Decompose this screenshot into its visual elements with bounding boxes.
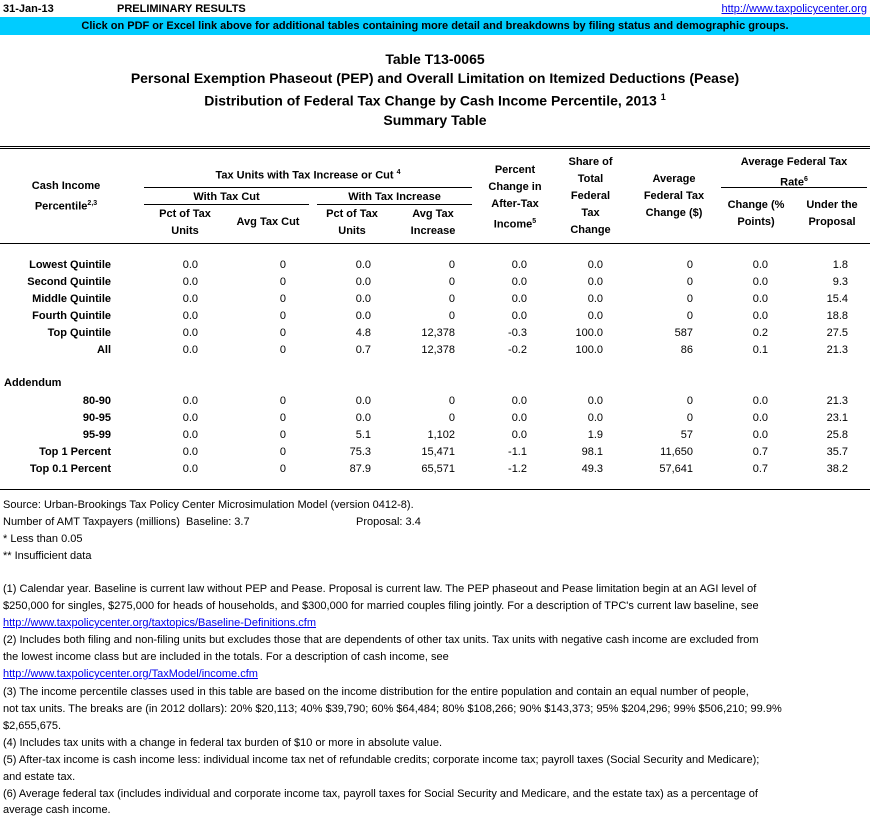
cell-value: 0 — [686, 293, 693, 305]
row-label: Second Quintile — [27, 276, 111, 288]
cell-value: 0.0 — [182, 429, 198, 441]
cell-value: 1,102 — [427, 429, 455, 441]
source-note: Source: Urban-Brookings Tax Policy Center Microsimulation Model (version 0412-8). — [3, 499, 414, 511]
cell-value: 0.0 — [587, 412, 603, 424]
amt-note: Number of AMT Taxpayers (millions) Baseline: 3.7 Proposal: 3.4 — [3, 514, 250, 531]
table-row — [0, 461, 870, 478]
cell-value: 0 — [448, 259, 455, 271]
cell-value: 5.1 — [355, 429, 371, 441]
cell-value: 0.0 — [355, 395, 371, 407]
cell-value: 86 — [680, 344, 693, 356]
header-pct-units-inc: Pct of Tax Units — [326, 208, 378, 237]
cell-value: -0.2 — [508, 344, 527, 356]
cell-value: 12,378 — [421, 327, 455, 339]
cell-value: 0 — [686, 395, 693, 407]
cell-value: 0.0 — [355, 310, 371, 322]
table-row — [0, 274, 870, 291]
cell-value: 0.0 — [355, 276, 371, 288]
top-bar — [0, 0, 870, 18]
cell-value: 15.4 — [826, 293, 848, 305]
cell-value: -1.1 — [508, 446, 527, 458]
header-tax-units-group: Tax Units with Tax Increase or Cut $^4$ — [215, 169, 401, 182]
tpc-link[interactable]: http://www.taxpolicycenter.org — [721, 3, 867, 15]
table-row — [0, 410, 870, 427]
cell-value: 0.0 — [752, 429, 768, 441]
cell-value: 0.0 — [752, 276, 768, 288]
note-5a: (5) After-tax income is cash income less: individual income tax net of refundable credits; corporate income tax; payroll taxes (Social Security and Medicare); — [3, 754, 760, 766]
cell-value: 25.8 — [826, 429, 848, 441]
cell-value: 0 — [279, 412, 286, 424]
cell-value: 87.9 — [349, 463, 371, 475]
cell-value: 35.7 — [826, 446, 848, 458]
note-2-link-row — [3, 666, 258, 683]
row-label: Lowest Quintile — [29, 259, 111, 271]
cell-value: 0.7 — [752, 463, 768, 475]
cell-value: 0.0 — [355, 259, 371, 271]
cell-value: 1.9 — [587, 429, 603, 441]
header-with-increase: With Tax Increase — [348, 191, 441, 203]
cell-value: 0.0 — [355, 412, 371, 424]
cell-value: 0.0 — [587, 259, 603, 271]
note-1-link-row — [3, 615, 316, 632]
cell-value: 0 — [279, 293, 286, 305]
header-pct-units-cut: Pct of Tax Units — [159, 208, 211, 237]
cell-value: -0.3 — [508, 327, 527, 339]
cell-value: 75.3 — [349, 446, 371, 458]
cell-value: 0 — [448, 293, 455, 305]
header-pct-change: Percent Change in After-Tax Income$^5$ — [488, 164, 542, 231]
note-2b: the lowest income class but are included in the totals. For a description of cash income, see — [3, 651, 449, 663]
cell-value: 0.7 — [355, 344, 371, 356]
cell-value: 0.0 — [587, 395, 603, 407]
header-share: Share of Total Federal Tax Change — [568, 156, 613, 236]
note-2a: (2) Includes both filing and non-filing units but excludes those that are dependents of other tax units. Tax units with negative cash income are excluded from — [3, 634, 759, 646]
cell-value: 0.0 — [511, 259, 527, 271]
table-row — [0, 325, 870, 342]
date: 31-Jan-13 — [3, 3, 54, 15]
cell-value: 587 — [674, 327, 693, 339]
cell-value: 0 — [686, 259, 693, 271]
row-label: 80-90 — [82, 395, 111, 407]
cell-value: 0.2 — [752, 327, 768, 339]
cell-value: 0.0 — [182, 412, 198, 424]
header-with-cut: With Tax Cut — [193, 191, 260, 203]
preliminary-label: PRELIMINARY RESULTS — [117, 3, 246, 15]
table-bottom-rule — [0, 489, 870, 490]
cell-value: 21.3 — [826, 395, 848, 407]
cell-value: 0.0 — [511, 429, 527, 441]
cell-value: 0.0 — [182, 344, 198, 356]
cell-value: 12,378 — [421, 344, 455, 356]
title-line-1: Personal Exemption Phaseout (PEP) and Overall Limitation on Itemized Deductions (Pease) — [130, 70, 740, 86]
cell-value: 0 — [279, 344, 286, 356]
cell-value: 0 — [686, 276, 693, 288]
cell-value: 18.8 — [826, 310, 848, 322]
cell-value: 100.0 — [575, 327, 603, 339]
row-label: Top Quintile — [47, 327, 111, 339]
row-label: 95-99 — [82, 429, 111, 441]
header-avg-cut: Avg Tax Cut — [236, 216, 300, 228]
header-top-rule — [0, 146, 870, 149]
info-banner: Click on PDF or Excel link above for additional tables containing more detail and breakdowns by filing status and demographic groups. — [0, 17, 870, 35]
cell-value: 4.8 — [355, 327, 371, 339]
table-row — [0, 444, 870, 461]
cell-value: 0 — [279, 276, 286, 288]
row-label: Fourth Quintile — [32, 310, 111, 322]
cell-value: 98.1 — [581, 446, 603, 458]
cell-value: 0.1 — [752, 344, 768, 356]
addendum-label: Addendum — [4, 377, 62, 389]
cell-value: 9.3 — [832, 276, 848, 288]
row-label: 90-95 — [82, 412, 111, 424]
cell-value: 0 — [279, 463, 286, 475]
table-row — [0, 308, 870, 325]
cell-value: 0.0 — [511, 310, 527, 322]
cell-value: 0.7 — [752, 446, 768, 458]
table-row — [0, 393, 870, 410]
table-id: Table T13-0065 — [385, 51, 485, 67]
cell-value: 100.0 — [575, 344, 603, 356]
cell-value: 0 — [279, 446, 286, 458]
cell-value: 57,641 — [659, 463, 693, 475]
table-row — [0, 427, 870, 444]
table-row — [0, 257, 870, 274]
note-1b: $250,000 for singles, $275,000 for heads of households, and $300,000 for married couples filing jointly. For a description of TPC's current law baseline, see — [3, 600, 759, 612]
header-rate-under: Under the Proposal — [806, 199, 858, 228]
cell-value: 0 — [279, 327, 286, 339]
cell-value: 0 — [279, 395, 286, 407]
row-label: All — [96, 344, 111, 356]
cell-value: 15,471 — [421, 446, 455, 458]
cell-value: 0.0 — [182, 446, 198, 458]
cell-value: 0.0 — [355, 293, 371, 305]
cell-value: 0.0 — [511, 276, 527, 288]
cell-value: 0 — [686, 412, 693, 424]
row-label: Top 1 Percent — [39, 446, 111, 458]
cell-value: 0.0 — [182, 276, 198, 288]
table-row — [0, 291, 870, 308]
note-3c: $2,655,675. — [3, 720, 62, 732]
cell-value: 57 — [680, 429, 693, 441]
title-line-2: Distribution of Federal Tax Change by Cash Income Percentile, 2013 $^1$ — [204, 92, 666, 109]
cell-value: 0.0 — [752, 412, 768, 424]
note-6b: average cash income. — [3, 804, 111, 816]
note-6a: (6) Average federal tax (includes individual and corporate income tax, payroll taxes for Social Security and Medicare, and the estate tax) as a percentage of — [3, 788, 758, 800]
cell-value: 21.3 — [826, 344, 848, 356]
baseline-link[interactable]: http://www.taxpolicycenter.org/taxtopics/Baseline-Definitions.cfm — [3, 617, 317, 629]
cell-value: 0.0 — [511, 395, 527, 407]
cell-value: 0 — [448, 412, 455, 424]
header-avg-increase: Avg Tax Increase — [410, 208, 456, 237]
table-titles — [0, 50, 870, 130]
tax-units-rule — [144, 187, 472, 188]
cell-value: 38.2 — [826, 463, 848, 475]
header-cash-income: Cash Income Percentile$^{2,3}$ — [31, 180, 101, 213]
note-1a: (1) Calendar year. Baseline is current law without PEP and Pease. Proposal is current law. The PEP phaseout and Pease limitation begin at an AGI level of — [3, 583, 757, 595]
row-label: Middle Quintile — [32, 293, 111, 305]
amt-proposal: Proposal: 3.4 — [356, 516, 421, 528]
cell-value: 0 — [686, 310, 693, 322]
cell-value: 0.0 — [587, 276, 603, 288]
row-label: Top 0.1 Percent — [29, 463, 111, 475]
cell-value: 0 — [448, 395, 455, 407]
cell-value: 1.8 — [832, 259, 848, 271]
cell-value: 0.0 — [752, 293, 768, 305]
cell-value: 0.0 — [182, 259, 198, 271]
cell-value: 0 — [448, 276, 455, 288]
cell-value: 49.3 — [581, 463, 603, 475]
header-avg-fed-change: Average Federal Tax Change ($) — [643, 173, 705, 219]
cell-value: 0.0 — [182, 395, 198, 407]
table-row — [0, 342, 870, 359]
note-3a: (3) The income percentile classes used in this table are based on the income distribution for the entire population and contain an equal number of people, — [3, 686, 749, 698]
note-5b: and estate tax. — [3, 771, 76, 783]
cell-value: 0.0 — [752, 395, 768, 407]
header-bottom-rule — [0, 243, 870, 244]
cell-value: 0.0 — [182, 293, 198, 305]
cell-value: -1.2 — [508, 463, 527, 475]
cell-value: 0.0 — [511, 412, 527, 424]
cell-value: 0.0 — [182, 310, 198, 322]
cell-value: 0.0 — [752, 259, 768, 271]
cell-value: 0 — [279, 259, 286, 271]
note-3b: not tax units. The breaks are (in 2012 dollars): 20% $20,113; 40% $39,790; 60% $64,484; 80% $108,266; 90% $143,373; 95% $204,296; 99% $506,210; 99.9% — [3, 703, 782, 715]
cell-value: 0.0 — [511, 293, 527, 305]
title-line-3: Summary Table — [383, 111, 487, 128]
cell-value: 0.0 — [182, 327, 198, 339]
less-than-note: * Less than 0.05 — [3, 533, 83, 545]
cell-value: 23.1 — [826, 412, 848, 424]
cell-value: 65,571 — [421, 463, 455, 475]
insufficient-note: ** Insufficient data — [3, 550, 92, 562]
cell-value: 0.0 — [182, 463, 198, 475]
income-link[interactable]: http://www.taxpolicycenter.org/TaxModel/income.cfm — [3, 668, 258, 680]
cell-value: 11,650 — [660, 446, 693, 458]
note-4: (4) Includes tax units with a change in federal tax burden of $10 or more in absolute value. — [3, 737, 443, 749]
header-rate-change: Change (% Points) — [727, 199, 785, 228]
cell-value: 0.0 — [587, 293, 603, 305]
cell-value: 27.5 — [826, 327, 848, 339]
cell-value: 0.0 — [587, 310, 603, 322]
cell-value: 0.0 — [752, 310, 768, 322]
cell-value: 0 — [279, 429, 286, 441]
cell-value: 0 — [448, 310, 455, 322]
cell-value: 0 — [279, 310, 286, 322]
header-rate-group: Average Federal Tax Rate$^6$ — [740, 156, 848, 189]
